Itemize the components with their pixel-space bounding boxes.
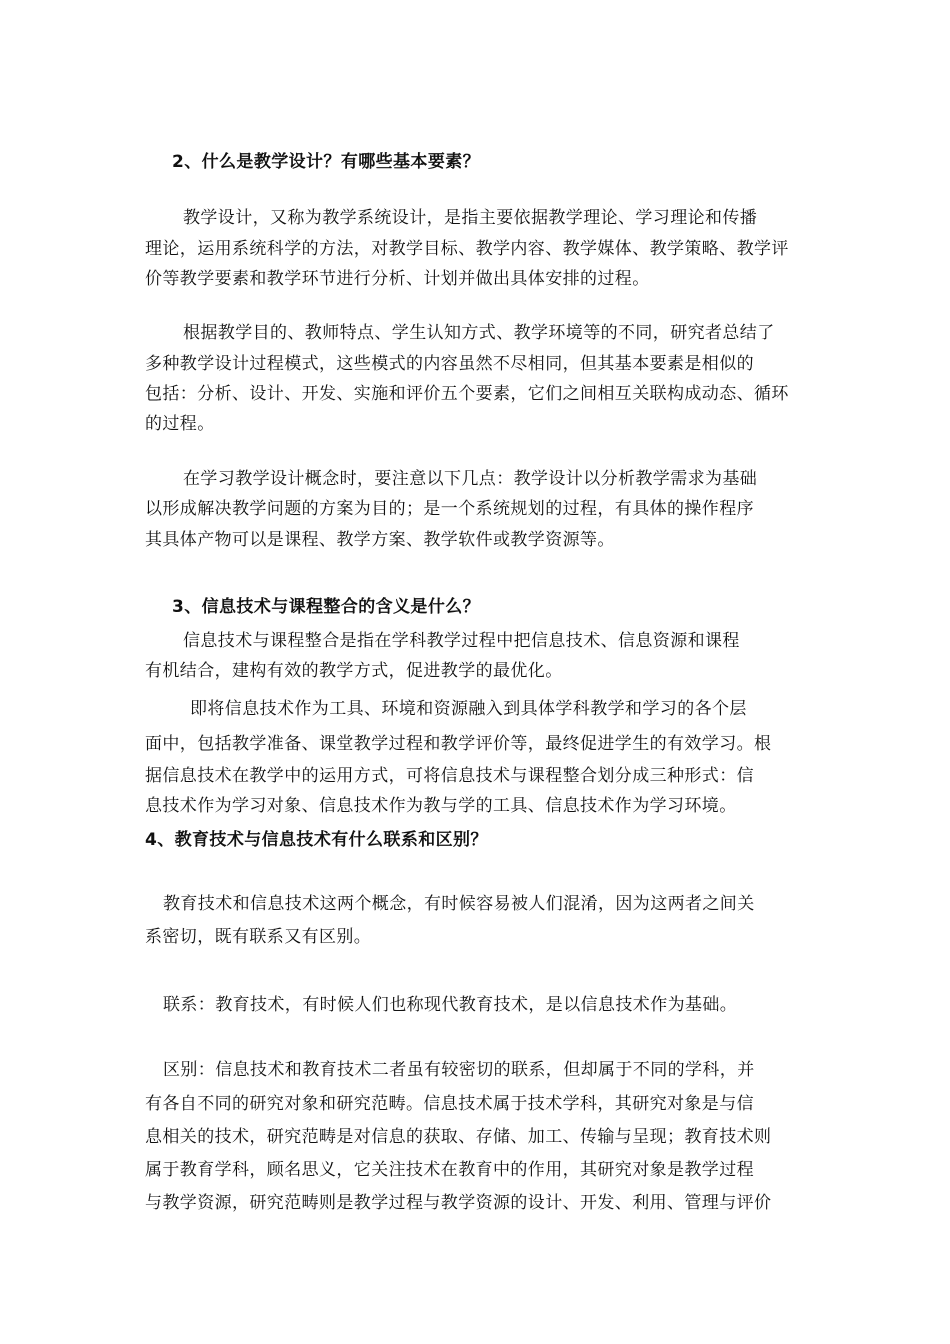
paragraph-line: 据信息技术在教学中的运用方式，可将信息技术与课程整合划分成三种形式：信: [145, 766, 754, 786]
paragraph-line: 有机结合，建构有效的教学方式，促进教学的最优化。: [145, 661, 563, 681]
paragraph-line: 即将信息技术作为工具、环境和资源融入到具体学科教学和学习的各个层: [190, 699, 747, 719]
paragraph-line: 有各自不同的研究对象和研究范畴。信息技术属于技术学科，其研究对象是与信: [145, 1094, 754, 1114]
paragraph-line: 联系：教育技术，有时候人们也称现代教育技术，是以信息技术作为基础。: [163, 995, 738, 1015]
paragraph-line: 系密切，既有联系又有区别。: [145, 927, 372, 947]
section-4-heading: 4、教育技术与信息技术有什么联系和区别？: [145, 830, 488, 850]
paragraph-line: 与教学资源，研究范畴则是教学过程与教学资源的设计、开发、利用、管理与评价: [145, 1193, 772, 1213]
paragraph-line: 教学设计，又称为教学系统设计，是指主要依据教学理论、学习理论和传播: [183, 208, 758, 228]
paragraph-line: 包括：分析、设计、开发、实施和评价五个要素，它们之间相互关联构成动态、循环: [145, 384, 789, 404]
paragraph-line: 属于教育学科，顾名思义，它关注技术在教育中的作用，其研究对象是教学过程: [145, 1160, 754, 1180]
paragraph-line: 息相关的技术，研究范畴是对信息的获取、存储、加工、传输与呈现；教育技术则: [145, 1127, 772, 1147]
section-2-heading: 2、什么是教学设计？有哪些基本要素？: [172, 152, 481, 172]
paragraph-line: 多种教学设计过程模式，这些模式的内容虽然不尽相同，但其基本要素是相似的: [145, 354, 754, 374]
section-3-heading: 3、信息技术与课程整合的含义是什么？: [172, 597, 481, 617]
paragraph-line: 息技术作为学习对象、信息技术作为教与学的工具、信息技术作为学习环境。: [145, 796, 737, 816]
paragraph-line: 的过程。: [145, 414, 215, 434]
paragraph-line: 根据教学目的、教师特点、学生认知方式、教学环境等的不同，研究者总结了: [183, 323, 775, 343]
paragraph-line: 其具体产物可以是课程、教学方案、教学软件或教学资源等。: [145, 530, 615, 550]
paragraph-line: 在学习教学设计概念时，要注意以下几点：教学设计以分析教学需求为基础: [183, 469, 758, 489]
paragraph-line: 以形成解决教学问题的方案为目的；是一个系统规划的过程，有具体的操作程序: [145, 499, 754, 519]
paragraph-line: 面中，包括教学准备、课堂教学过程和教学评价等，最终促进学生的有效学习。根: [145, 734, 772, 754]
paragraph-line: 理论，运用系统科学的方法，对教学目标、教学内容、教学媒体、教学策略、教学评: [145, 239, 789, 259]
paragraph-line: 区别：信息技术和教育技术二者虽有较密切的联系，但却属于不同的学科，并: [163, 1060, 755, 1080]
paragraph-line: 信息技术与课程整合是指在学科教学过程中把信息技术、信息资源和课程: [183, 631, 740, 651]
paragraph-line: 价等教学要素和教学环节进行分析、计划并做出具体安排的过程。: [145, 269, 650, 289]
paragraph-line: 教育技术和信息技术这两个概念，有时候容易被人们混淆，因为这两者之间关: [163, 894, 755, 914]
